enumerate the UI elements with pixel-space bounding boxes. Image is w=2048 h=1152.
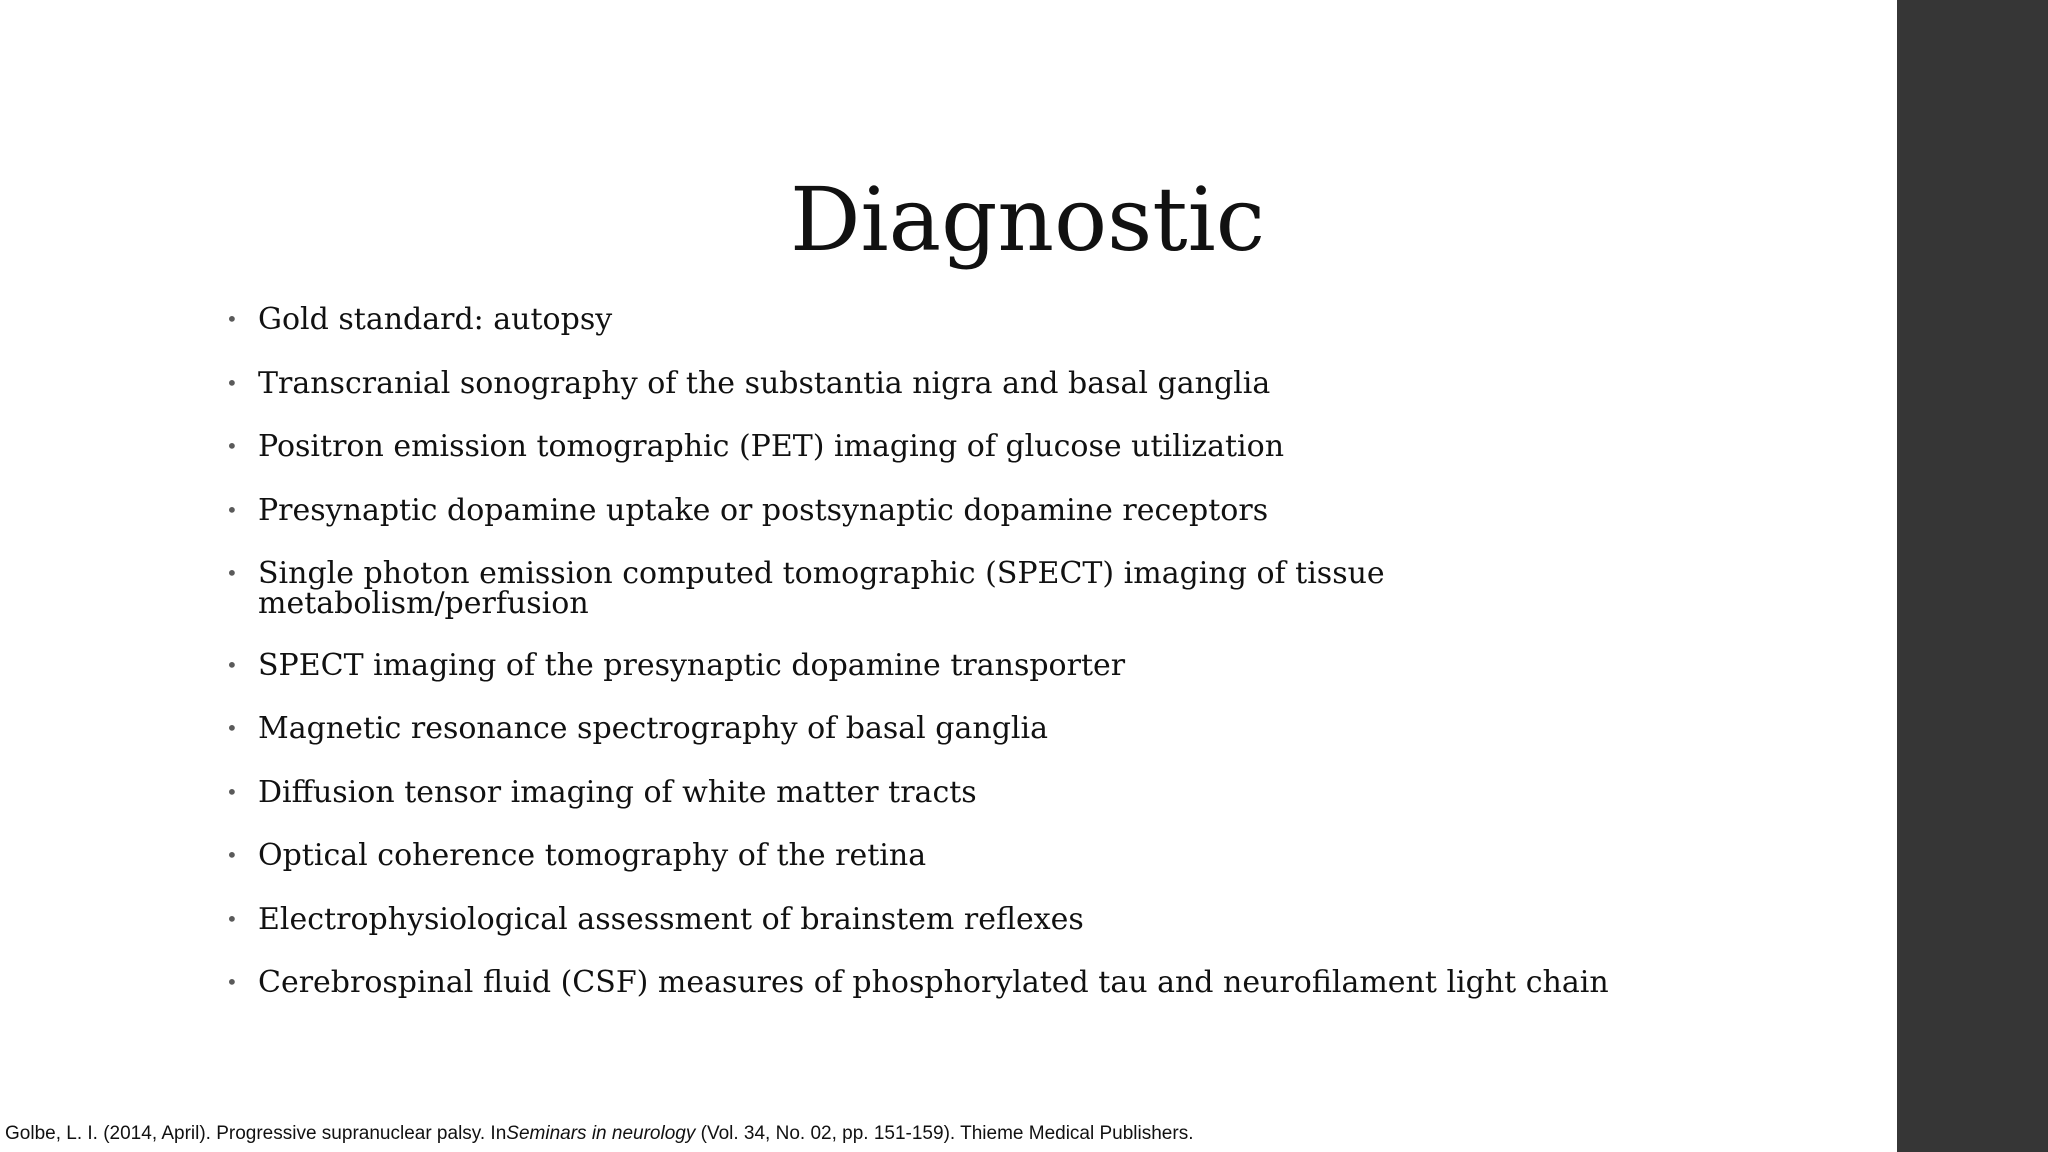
bullet-list: [222, 303, 1862, 1030]
citation-prefix: Golbe, L. I. (2014, April). Progressive supranuclear palsy. In: [5, 1123, 507, 1144]
bullet-text: Diffusion tensor imaging of white matter tracts: [258, 774, 977, 810]
bullet-text: Electrophysiological assessment of brainstem reflexes: [258, 901, 1084, 937]
bullet-dot: •: [226, 843, 238, 867]
bullet-text: SPECT imaging of the presynaptic dopamine transporter: [258, 647, 1126, 683]
bullet-item: [222, 903, 1862, 936]
bullet-dot: •: [226, 652, 238, 677]
bullet-item: [222, 712, 1862, 745]
citation-suffix: (Vol. 34, No. 02, pp. 151-159). Thieme Medical Publishers.: [695, 1123, 1194, 1144]
bullet-dot: •: [226, 497, 238, 522]
bullet-text: Transcranial sonography of the substantia nigra and basal ganglia: [258, 365, 1271, 401]
citation-journal: Seminars in neurology: [506, 1123, 696, 1144]
bullet-text: Magnetic resonance spectrography of basal ganglia: [258, 711, 1048, 746]
bullet-item: [222, 430, 1862, 463]
bullet-text: Gold standard: autopsy: [258, 302, 613, 337]
citation: [5, 1122, 1193, 1146]
bullet-item: [222, 839, 1862, 872]
bullet-dot: •: [226, 970, 238, 994]
slide-title: Diagnostic: [789, 168, 1266, 271]
bullet-text-continuation: metabolism/perfusion: [258, 586, 589, 621]
bullet-item: [222, 556, 1862, 621]
bullet-item: [222, 966, 1862, 999]
sidebar-band: [1897, 0, 2048, 1152]
bullet-dot: •: [226, 906, 238, 931]
bullet-item: [222, 494, 1862, 527]
bullet-item: [222, 303, 1862, 336]
bullet-text: Optical coherence tomography of the retina: [258, 838, 927, 873]
bullet-text: Presynaptic dopamine uptake or postsynaptic dopamine receptors: [258, 492, 1269, 528]
bullet-item: [222, 776, 1862, 809]
bullet-dot: •: [226, 307, 238, 331]
bullet-text: Single photon emission computed tomographic (SPECT) imaging of tissue: [258, 556, 1385, 591]
bullet-dot: •: [226, 370, 238, 395]
bullet-dot: •: [226, 779, 238, 804]
bullet-item: [222, 649, 1862, 682]
bullet-dot: •: [226, 561, 238, 585]
bullet-dot: •: [226, 716, 238, 740]
bullet-item: [222, 367, 1862, 400]
bullet-dot: •: [226, 434, 238, 458]
bullet-text: Positron emission tomographic (PET) imaging of glucose utilization: [258, 429, 1285, 464]
bullet-text: Cerebrospinal fluid (CSF) measures of phosphorylated tau and neurofilament light chain: [258, 965, 1609, 1000]
